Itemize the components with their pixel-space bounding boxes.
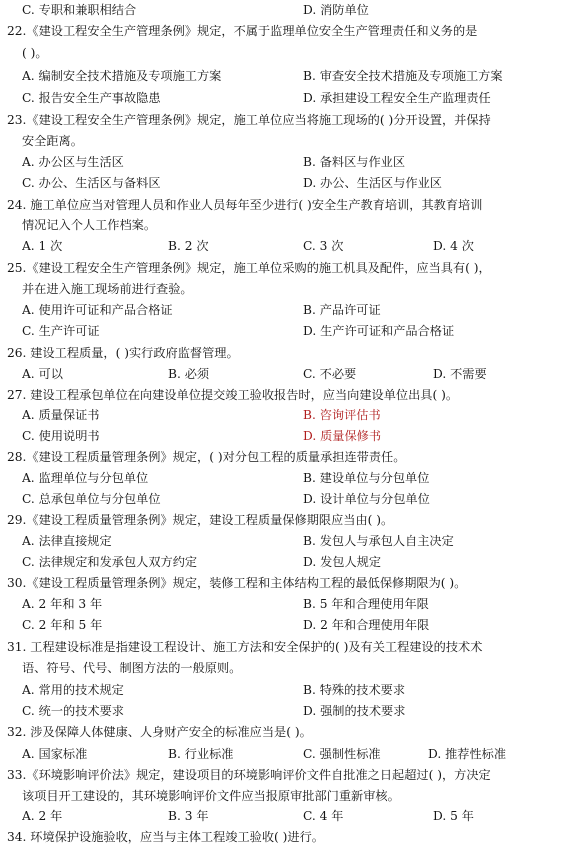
- q26-option-b: B. 必须: [168, 367, 210, 381]
- q28-option-a: A. 监理单位与分包单位: [22, 471, 149, 485]
- q32-option-c: C. 强制性标准: [303, 747, 381, 761]
- q23-option-a: A. 办公区与生活区: [22, 155, 124, 169]
- q32-option-b: B. 行业标准: [168, 747, 234, 761]
- q29-stem: 29.《建设工程质量管理条例》规定，建设工程质量保修期限应当由( )。: [7, 513, 394, 527]
- q25-stem-line1: 25.《建设工程安全生产管理条例》规定，施工单位采购的施工机具及配件，应当具有( )，: [7, 261, 491, 275]
- q28-option-d: D. 设计单位与分包单位: [303, 492, 430, 506]
- q24-option-c: C. 3 次: [303, 239, 344, 253]
- q31-options-row2: [22, 701, 575, 721]
- q29-option-d: D. 发包人规定: [303, 555, 382, 569]
- q31-options-row1: [22, 680, 575, 700]
- q27-option-d: D. 质量保修书: [303, 429, 382, 443]
- q33-option-b: B. 3 年: [168, 809, 209, 823]
- q25-option-a: A. 使用许可证和产品合格证: [22, 303, 173, 317]
- q22-option-d: D. 承担建设工程安全生产监理责任: [303, 91, 491, 105]
- q27-options-row1: [22, 405, 575, 425]
- q27-stem: 27. 建设工程承包单位在向建设单位提交竣工验收报告时，应当向建设单位出具( )。: [7, 388, 459, 402]
- q21-options-row: [22, 0, 575, 20]
- q26-option-a: A. 可以: [22, 367, 63, 381]
- q24-option-a: A. 1 次: [22, 239, 63, 253]
- q32-stem: 32. 涉及保障人体健康、人身财产安全的标准应当是( )。: [7, 725, 312, 739]
- q25-option-c: C. 生产许可证: [22, 324, 100, 338]
- q28-option-b: B. 建设单位与分包单位: [303, 471, 430, 485]
- q33-option-a: A. 2 年: [22, 809, 63, 823]
- q33-stem-line2: 该项目开工建设的，其环境影响评价文件应当报原审批部门重新审核。: [22, 789, 400, 803]
- q28-stem: 28.《建设工程质量管理条例》规定，( )对分包工程的质量承担连带责任。: [7, 450, 406, 464]
- q31-option-c: C. 统一的技术要求: [22, 704, 124, 718]
- q30-option-d: D. 2 年和合理使用年限: [303, 618, 430, 632]
- q23-options-row2: [22, 173, 575, 193]
- q32-options-row: [22, 744, 575, 764]
- q27-option-a: A. 质量保证书: [22, 408, 100, 422]
- q31-stem-line1: 31. 工程建设标准是指建设工程设计、施工方法和安全保护的( )及有关工程建设的技术术: [7, 640, 483, 654]
- q30-option-c: C. 2 年和 5 年: [22, 618, 103, 632]
- q25-option-b: B. 产品许可证: [303, 303, 381, 317]
- q29-options-row1: [22, 531, 575, 551]
- q25-option-d: D. 生产许可证和产品合格证: [303, 324, 455, 338]
- q23-stem-line1: 23.《建设工程安全生产管理条例》规定，施工单位应当将施工现场的( )分开设置，并保持: [7, 113, 491, 127]
- q29-option-b: B. 发包人与承包人自主决定: [303, 534, 454, 548]
- q34-stem: 34. 环境保护设施验收，应当与主体工程竣工验收( )进行。: [7, 830, 324, 844]
- q24-option-d: D. 4 次: [433, 239, 474, 253]
- q21-option-d: D. 消防单位: [303, 3, 369, 17]
- q23-options-row1: [22, 152, 575, 172]
- q23-option-d: D. 办公、生活区与作业区: [303, 176, 442, 190]
- q22-stem-line1: 22.《建设工程安全生产管理条例》规定，不属于监理单位安全生产管理责任和义务的是: [7, 24, 478, 38]
- q21-option-c: C. 专职和兼职相结合: [22, 3, 137, 17]
- q28-option-c: C. 总承包单位与分包单位: [22, 492, 161, 506]
- q22-options-row2: [22, 88, 575, 108]
- q33-options-row: [22, 806, 575, 826]
- q28-options-row2: [22, 489, 575, 509]
- q25-options-row1: [22, 300, 575, 320]
- q28-options-row1: [22, 468, 575, 488]
- q30-option-b: B. 5 年和合理使用年限: [303, 597, 429, 611]
- q27-options-row2: [22, 426, 575, 446]
- q31-option-a: A. 常用的技术规定: [22, 683, 124, 697]
- q31-option-d: D. 强制的技术要求: [303, 704, 406, 718]
- q26-stem: 26. 建设工程质量，( )实行政府监督管理。: [7, 346, 239, 360]
- q25-stem-line2: 并在进入施工现场前进行查验。: [22, 282, 193, 296]
- q22-option-c: C. 报告安全生产事故隐患: [22, 91, 161, 105]
- q31-stem-line2: 语、符号、代号、制图方法的一般原则。: [22, 661, 242, 675]
- q32-option-a: A. 国家标准: [22, 747, 88, 761]
- q30-stem: 30.《建设工程质量管理条例》规定，装修工程和主体结构工程的最低保修期限为( )。: [7, 576, 467, 590]
- q26-option-d: D. 不需要: [433, 367, 487, 381]
- q25-options-row2: [22, 321, 575, 341]
- q29-option-c: C. 法律规定和发承包人双方约定: [22, 555, 198, 569]
- q27-option-c: C. 使用说明书: [22, 429, 100, 443]
- q24-stem-line1: 24. 施工单位应当对管理人员和作业人员每年至少进行( )安全生产教育培训，其教育培训: [7, 198, 483, 212]
- q22-options-row1: [22, 66, 575, 86]
- q31-option-b: B. 特殊的技术要求: [303, 683, 406, 697]
- q24-option-b: B. 2 次: [168, 239, 209, 253]
- q23-option-c: C. 办公、生活区与备料区: [22, 176, 161, 190]
- q22-option-b: B. 审查安全技术措施及专项施工方案: [303, 69, 503, 83]
- q33-option-c: C. 4 年: [303, 809, 344, 823]
- q24-options-row: [22, 236, 575, 256]
- q26-option-c: C. 不必要: [303, 367, 357, 381]
- q22-stem-line2: ( )。: [22, 46, 48, 60]
- q33-option-d: D. 5 年: [433, 809, 474, 823]
- q32-option-d: D. 推荐性标准: [428, 747, 507, 761]
- q30-option-a: A. 2 年和 3 年: [22, 597, 103, 611]
- q23-option-b: B. 备料区与作业区: [303, 155, 406, 169]
- q33-stem-line1: 33.《环境影响评价法》规定，建设项目的环境影响评价文件自批准之日起超过( )，方决定: [7, 768, 491, 782]
- q29-option-a: A. 法律直接规定: [22, 534, 112, 548]
- q29-options-row2: [22, 552, 575, 572]
- q30-options-row1: [22, 594, 575, 614]
- q26-options-row: [22, 364, 575, 384]
- q22-option-a: A. 编制安全技术措施及专项施工方案: [22, 69, 222, 83]
- q24-stem-line2: 情况记入个人工作档案。: [22, 218, 157, 232]
- q23-stem-line2: 安全距离。: [22, 134, 83, 148]
- q30-options-row2: [22, 615, 575, 635]
- q27-option-b: B. 咨询评估书: [303, 408, 381, 422]
